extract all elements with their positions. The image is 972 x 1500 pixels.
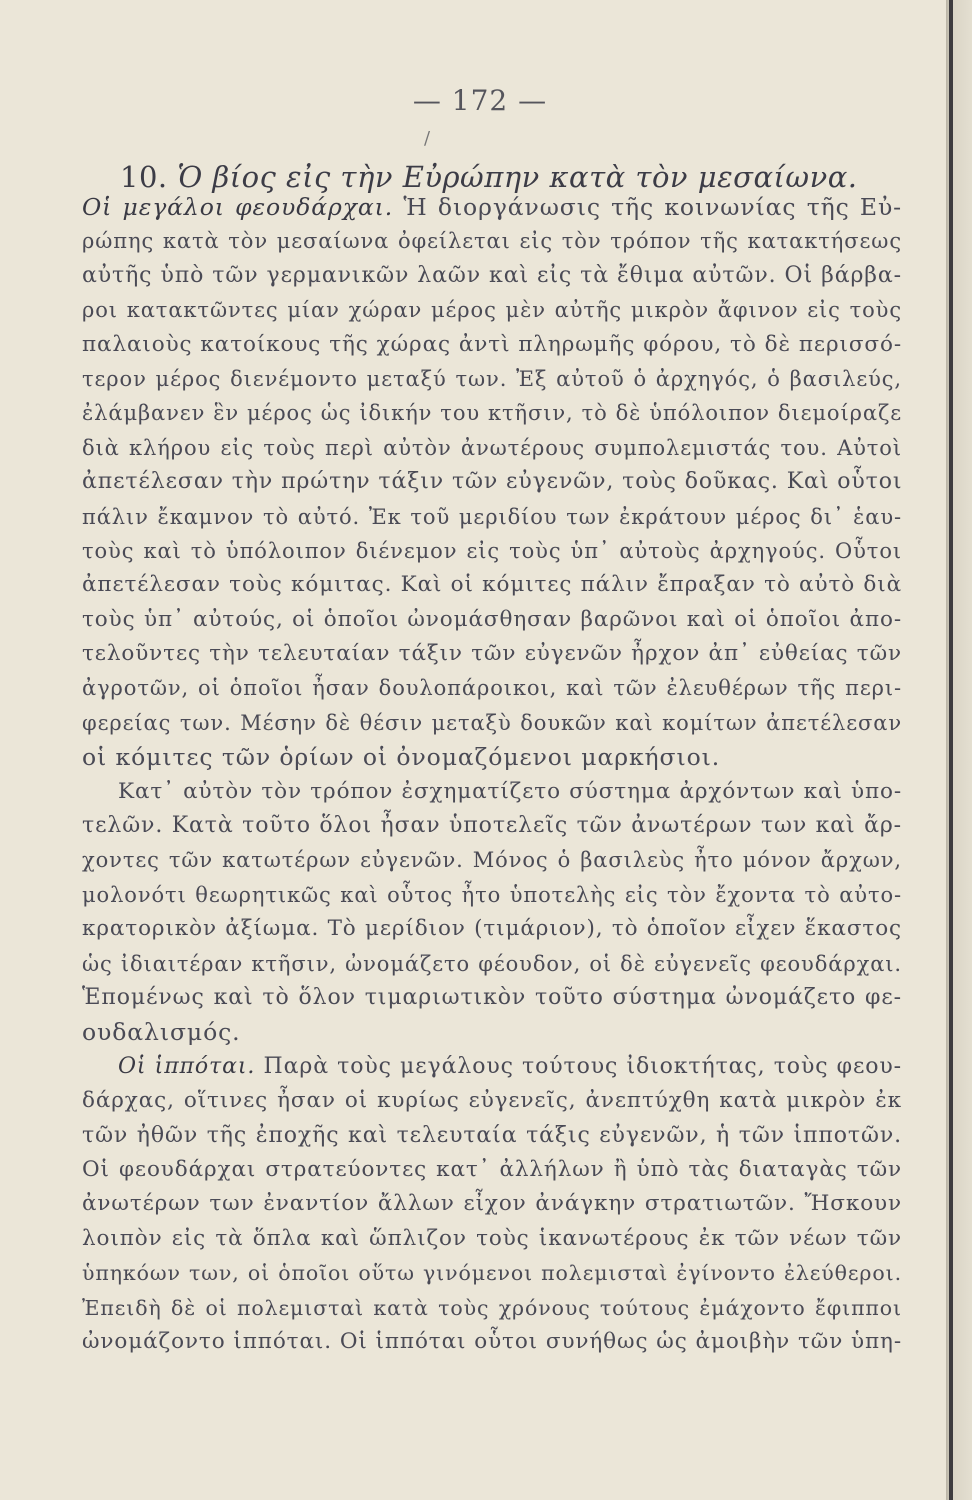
paragraph-lead: Οἱ μεγάλοι φεουδάρχαι. <box>82 193 394 221</box>
pencil-mark: / <box>424 128 431 149</box>
text-line: Ἐπειδὴ δὲ οἱ πολεμισταὶ κατὰ τοὺς χρόνους τούτους ἐμάχοντο ἔφιπποι <box>82 1295 902 1320</box>
section-title: Ὁ βίος εἰς τὴν Εὐρώπην κατὰ τὸν μεσαίωνα. <box>177 160 858 194</box>
binding-edge <box>949 0 953 1500</box>
text-line: τῶν ἠθῶν τῆς ἐποχῆς καὶ τελευταία τάξις εὐγενῶν, ἡ τῶν ἱπποτῶν. <box>82 1122 902 1148</box>
line-text: Παρὰ τοὺς μεγάλους τούτους ἰδιοκτήτας, τοὺς φεου- <box>255 1053 902 1079</box>
text-line: Ἑπομένως καὶ τὸ ὅλον τιμαριωτικὸν τοῦτο σύστημα ὠνομάζετο φε- <box>82 984 902 1010</box>
section-heading <box>120 160 858 194</box>
text-line <box>82 190 902 224</box>
text-line: ὠνομάζοντο ἱππόται. Οἱ ἱππόται οὗτοι συνήθως ὡς ἀμοιβὴν τῶν ὑπη- <box>82 1328 902 1354</box>
text-line: ουδαλισμός. <box>82 1018 241 1047</box>
text-line: ὑπηκόων των, οἱ ὁποῖοι οὕτω γινόμενοι πολεμισταὶ ἐγίνοντο ἐλεύθεροι. <box>82 1261 902 1286</box>
text-line: ἀπετέλεσαν τὴν πρώτην τάξιν τῶν εὐγενῶν, τοὺς δοῦκας. Καὶ οὗτοι <box>82 469 903 495</box>
body-text <box>82 190 902 1359</box>
text-line: οἱ κόμιτες τῶν ὁρίων οἱ ὀνομαζόμενοι μαρκήσιοι. <box>82 743 721 772</box>
text-line: ροι κατακτῶντες μίαν χώραν μέρος μὲν αὐτῆς μικρὸν ἄφινον εἰς τοὺς <box>82 298 902 323</box>
line-text: Ἡ διοργάνωσις τῆς κοινωνίας τῆς Εὐ- <box>393 193 902 221</box>
text-line: Κατ᾽ αὐτὸν τὸν τρόπον ἐσχηματίζετο σύστημα ἀρχόντων καὶ ὑπο- <box>118 778 902 804</box>
paragraph-lead: Οἱ ἱππόται. <box>118 1053 256 1079</box>
text-line: λοιπὸν εἰς τὰ ὅπλα καὶ ὥπλιζον τοὺς ἱκανωτέρους ἐκ τῶν νέων τῶν <box>82 1225 902 1251</box>
text-line: φερείας των. Μέσην δὲ θέσιν μεταξὺ δουκῶν καὶ κομίτων ἀπετέλεσαν <box>82 710 902 735</box>
text-line: ὡς ἰδιαιτέραν κτῆσιν, ὠνομάζετο φέουδον, οἱ δὲ εὐγενεῖς φεουδάρχαι. <box>82 951 902 976</box>
text-line: ρώπης κατὰ τὸν μεσαίωνα ὀφείλεται εἰς τὸν τρόπον τῆς κατακτήσεως <box>82 229 902 254</box>
text-line <box>82 1050 902 1084</box>
text-line: τοὺς καὶ τὸ ὑπόλοιπον διένεμον εἰς τοὺς ὑπ᾽ αὐτοὺς ἀρχηγούς. Οὗτοι <box>82 538 902 563</box>
text-line: χοντες τῶν κατωτέρων εὐγενῶν. Μόνος ὁ βασιλεὺς ἦτο μόνον ἄρχων, <box>82 848 902 873</box>
section-number: 10. <box>120 160 168 194</box>
text-line: διὰ κλήρου εἰς τοὺς περὶ αὐτὸν ἀνωτέρους συμπολεμιστάς του. Αὐτοὶ <box>82 435 902 460</box>
page-number: — 172 — <box>412 84 548 117</box>
text-line: τελῶν. Κατὰ τοῦτο ὅλοι ἦσαν ὑποτελεῖς τῶν ἀνωτέρων των καὶ ἄρ- <box>82 813 902 839</box>
text-line: αὐτῆς ὑπὸ τῶν γερμανικῶν λαῶν καὶ εἰς τὰ ἔθιμα αὐτῶν. Οἱ βάρβα- <box>82 262 902 288</box>
text-line: ἐλάμβανεν ἓν μέρος ὡς ἰδικήν του κτῆσιν, τὸ δὲ ὑπόλοιπον διεμοίραζε <box>82 401 902 426</box>
text-line: τοὺς ὑπ᾽ αὐτούς, οἱ ὁποῖοι ὠνομάσθησαν βαρῶνοι καὶ οἱ ὁποῖοι ἀπο- <box>82 606 902 632</box>
text-line: μολονότι θεωρητικῶς καὶ οὗτος ἦτο ὑποτελὴς εἰς τὸν ἔχοντα τὸ αὐτο- <box>82 882 902 907</box>
text-line: δάρχας, οἵτινες ἦσαν οἱ κυρίως εὐγενεῖς, ἀνεπτύχθη κατὰ μικρὸν ἐκ <box>82 1088 902 1114</box>
text-line: πάλιν ἔκαμνον τὸ αὐτό. Ἐκ τοῦ μεριδίου των ἐκράτουν μέρος δι᾽ ἑαυ- <box>82 504 902 529</box>
text-line: τελοῦντες τὴν τελευταίαν τάξιν τῶν εὐγενῶν ἦρχον ἀπ᾽ εὐθείας τῶν <box>82 641 902 667</box>
text-line: ἀνωτέρων των ἐναντίον ἄλλων εἶχον ἀνάγκην στρατιωτῶν. Ἤσκουν <box>82 1191 902 1217</box>
text-line: παλαιοὺς κατοίκους τῆς χώρας ἀντὶ πληρωμῆς φόρου, τὸ δὲ περισσό- <box>82 331 902 357</box>
text-line: ἀπετέλεσαν τοὺς κόμιτας. Καὶ οἱ κόμιτες πάλιν ἔπραξαν τὸ αὐτὸ διὰ <box>82 572 902 598</box>
text-line: ἀγροτῶν, οἱ ὁποῖοι ἦσαν δουλοπάροικοι, καὶ τῶν ἐλευθέρων τῆς περι- <box>82 676 902 701</box>
text-line: τερον μέρος διενέμοντο μεταξύ των. Ἐξ αὐτοῦ ὁ ἀρχηγός, ὁ βασιλεύς, <box>82 366 902 391</box>
text-line: Οἱ φεουδάρχαι στρατεύοντες κατ᾽ ἀλλήλων ἢ ὑπὸ τὰς διαταγὰς τῶν <box>82 1156 902 1182</box>
text-line: κρατορικὸν ἀξίωμα. Τὸ μερίδιον (τιμάριον), τὸ ὁποῖον εἶχεν ἕκαστος <box>82 916 902 942</box>
